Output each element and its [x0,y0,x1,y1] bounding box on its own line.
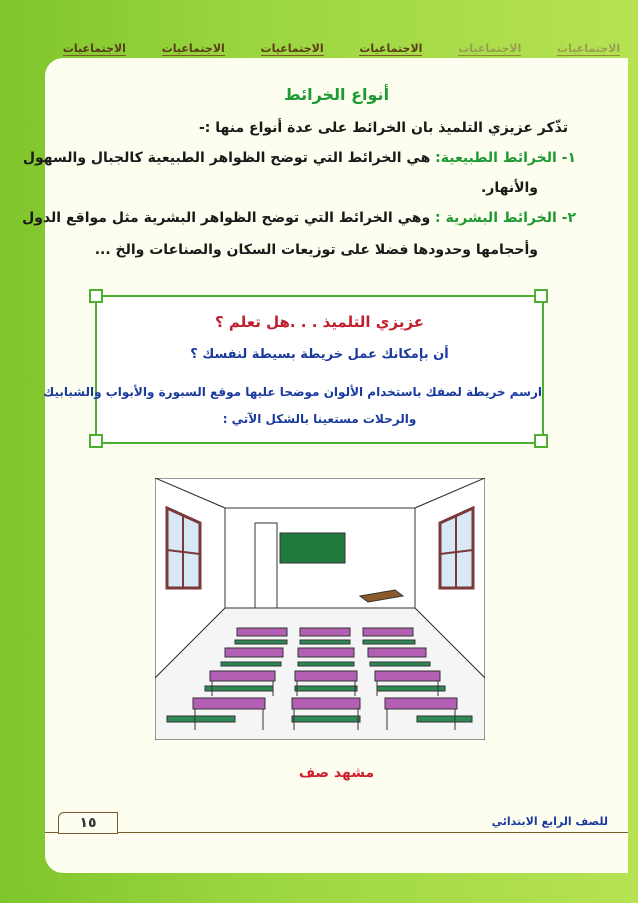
desk [300,628,350,636]
box-corner [89,434,103,448]
page-number: ١٥ [58,812,118,834]
item-label: ١- الخرائط الطبيعية: [435,150,576,166]
blackboard [280,533,345,563]
bench [221,662,281,666]
box-instruction-cont: والرحلات مستعينا بالشكل الآتي : [222,412,417,426]
box-corner [89,289,103,303]
header-strip [45,40,638,58]
desk [225,648,283,657]
window-right [440,508,473,588]
bench [295,686,357,691]
item-human-maps-cont: وأحجامها وحدودها فضلا على توزيعات السكان والصناعات والخ ... [94,242,538,258]
bench [370,662,430,666]
box-corner [534,289,548,303]
desk [292,698,360,709]
window-left [167,508,200,588]
bench [235,640,287,644]
bench [417,716,472,722]
image-caption: مشهد صف [298,765,375,781]
header-word: الاجتماعيات [260,42,324,55]
desk [375,671,440,681]
desk [363,628,413,636]
bench [298,662,354,666]
item-label: ٢- الخرائط البشرية : [435,210,576,226]
item-natural-maps-cont: والأنهار. [480,180,538,196]
desk [210,671,275,681]
header-word: الاجتماعيات [359,42,423,55]
desk [193,698,265,709]
page-panel [45,58,628,873]
item-text: وهي الخرائط التي توضح الظواهر البشرية مثل مواقع الدول [22,210,436,226]
desk [237,628,287,636]
page-title: أنواع الخرائط [283,85,390,104]
door [255,523,277,608]
header-word: الاجتماعيات [62,42,126,55]
grade-label: للصف الرابع الابتدائي [491,815,608,828]
header-word: الاجتماعيات [458,42,522,55]
desk [368,648,426,657]
bench [377,686,445,691]
bench [300,640,350,644]
header-word: الاجتماعيات [557,42,621,55]
box-question: أن بإمكانك عمل خريطة بسيطة لنفسك ؟ [190,347,449,362]
classroom-illustration [155,478,485,740]
box-heading: عزيزي التلميذ . . .هل تعلم ؟ [214,313,425,331]
activity-box [43,295,544,444]
bench [363,640,415,644]
desk [295,671,357,681]
item-human-maps [22,210,576,226]
header-word: الاجتماعيات [161,42,225,55]
item-text: هي الخرائط التي توضح الظواهر الطبيعية كالجبال والسهول [22,150,436,166]
box-corner [534,434,548,448]
item-natural-maps [23,150,576,166]
bench [292,716,360,722]
desk [298,648,354,657]
bench [167,716,235,722]
bench [205,686,273,691]
desk [385,698,457,709]
box-instruction: ارسم خريطة لصفك باستخدام الألوان موضحا عليها موقع السبورة والأبواب والشبابيك [43,385,542,399]
intro-text: تذّكر عزيزي التلميذ بان الخرائط على عدة أنواع منها :- [198,120,568,136]
footer-divider [45,832,628,833]
